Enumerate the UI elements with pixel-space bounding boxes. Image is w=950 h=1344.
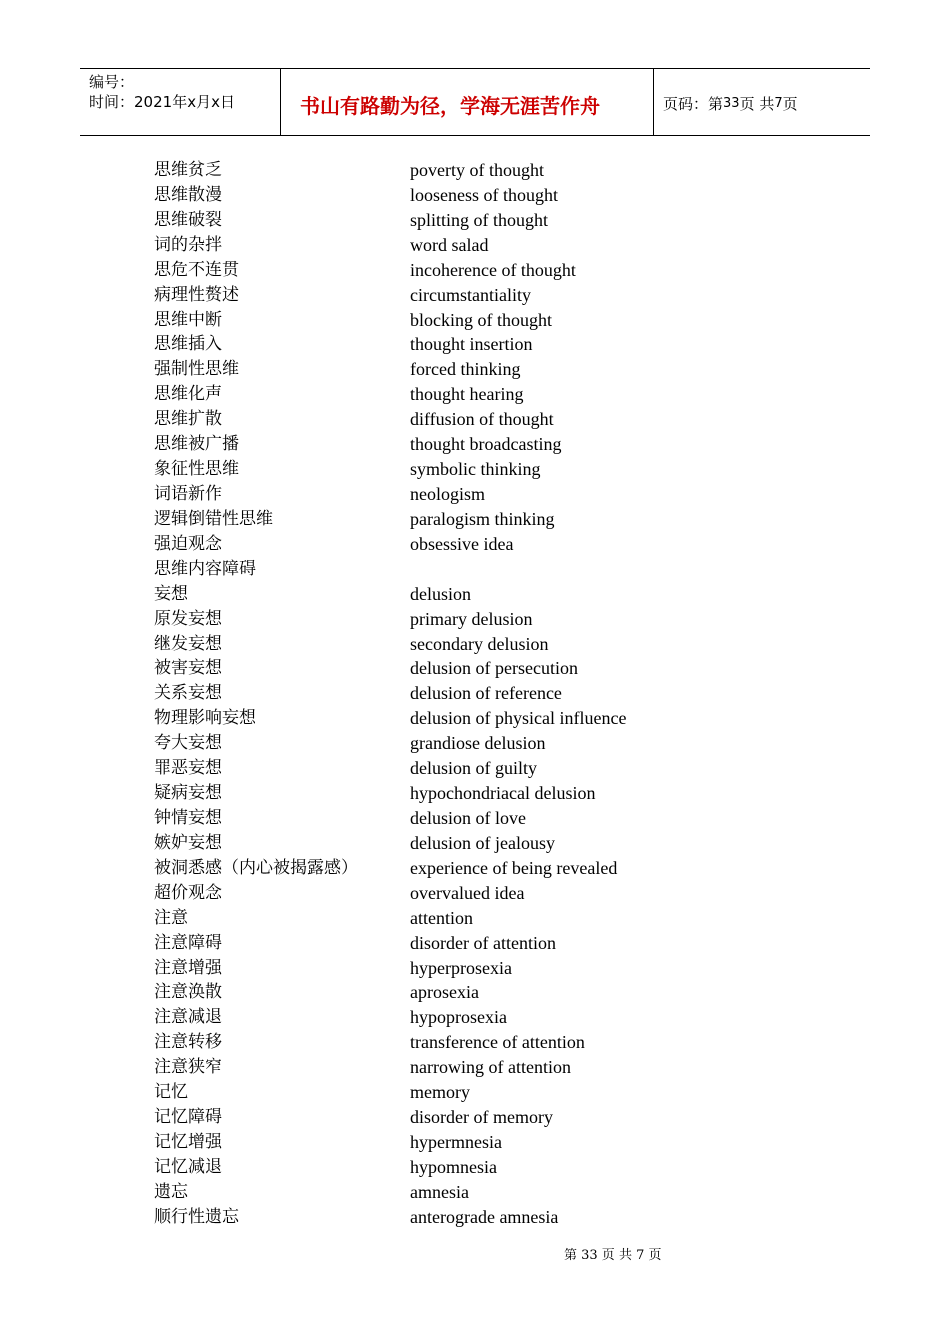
glossary-row [0, 881, 950, 906]
term-english: thought broadcasting [410, 434, 562, 455]
glossary-row [0, 980, 950, 1005]
page-mid: 页 共 [739, 94, 775, 113]
term-chinese: 嫉妒妄想 [154, 832, 222, 853]
term-english: transference of attention [410, 1032, 585, 1053]
glossary-row [0, 906, 950, 931]
term-chinese: 词的杂拌 [154, 234, 222, 255]
term-chinese: 关系妄想 [154, 683, 222, 704]
term-english: aprosexia [410, 982, 479, 1003]
term-english: experience of being revealed [410, 857, 618, 878]
term-chinese: 注意障碍 [154, 932, 222, 953]
term-chinese: 顺行性遗忘 [154, 1206, 239, 1227]
term-chinese: 注意狭窄 [154, 1057, 222, 1078]
term-chinese: 思维中断 [154, 309, 222, 330]
term-english: hypochondriacal delusion [410, 783, 596, 804]
glossary-row [0, 158, 950, 183]
term-chinese: 注意 [154, 907, 188, 928]
term-chinese: 被害妄想 [154, 658, 222, 679]
header-page-info [654, 69, 870, 135]
term-english: delusion of physical influence [410, 708, 627, 729]
glossary-row [0, 1055, 950, 1080]
term-chinese: 思维破裂 [154, 209, 222, 230]
term-chinese: 思维贫乏 [154, 160, 222, 180]
term-chinese: 记忆 [154, 1082, 188, 1103]
term-english: incoherence of thought [410, 259, 576, 280]
term-chinese: 原发妄想 [154, 608, 222, 629]
term-chinese: 强制性思维 [154, 359, 239, 380]
term-english: thought insertion [410, 334, 533, 355]
term-chinese: 思维化声 [154, 384, 222, 405]
term-chinese: 象征性思维 [154, 459, 239, 480]
term-english: delusion of guilty [410, 758, 537, 779]
glossary-row [0, 283, 950, 308]
term-english: disorder of attention [410, 932, 556, 953]
term-english: obsessive idea [410, 533, 514, 554]
page-total: 7 [774, 95, 783, 111]
term-chinese: 思维被广播 [154, 434, 239, 455]
term-english: memory [410, 1082, 470, 1103]
page-current: 33 [723, 95, 740, 111]
page-end: 页 [782, 94, 798, 113]
glossary-row [0, 1030, 950, 1055]
glossary-row [0, 457, 950, 482]
term-english: amnesia [410, 1181, 469, 1202]
serial-label: 编号： [89, 73, 135, 91]
term-english: delusion [410, 583, 471, 604]
glossary-row [0, 507, 950, 532]
term-english: hypermnesia [410, 1131, 502, 1152]
glossary-row [0, 482, 950, 507]
glossary-row [0, 756, 950, 781]
term-english: secondary delusion [410, 633, 549, 654]
term-chinese: 思维内容障碍 [154, 558, 256, 579]
term-english: overvalued idea [410, 882, 525, 903]
glossary-row [0, 1005, 950, 1030]
term-english: delusion of jealousy [410, 832, 555, 853]
term-english: delusion of persecution [410, 658, 578, 679]
term-chinese: 记忆增强 [154, 1131, 222, 1152]
term-english: hypomnesia [410, 1156, 497, 1177]
term-english: poverty of thought [410, 160, 544, 180]
term-chinese: 逻辑倒错性思维 [154, 508, 273, 529]
glossary-row [0, 632, 950, 657]
glossary-row [0, 1180, 950, 1205]
term-english: looseness of thought [410, 184, 558, 205]
term-chinese: 思维插入 [154, 334, 222, 355]
glossary-row [0, 656, 950, 681]
glossary-row [0, 956, 950, 981]
glossary-row [0, 1080, 950, 1105]
term-chinese: 记忆减退 [154, 1156, 222, 1177]
header-meta [80, 69, 281, 135]
term-chinese: 思危不连贯 [154, 259, 239, 280]
term-chinese: 注意减退 [154, 1007, 222, 1028]
glossary-row [0, 931, 950, 956]
glossary-row [0, 233, 950, 258]
term-chinese: 注意增强 [154, 957, 222, 978]
term-chinese: 注意涣散 [154, 982, 222, 1003]
glossary-row [0, 706, 950, 731]
glossary-row [0, 781, 950, 806]
term-chinese: 钟情妄想 [154, 807, 222, 828]
page-header [80, 68, 870, 136]
glossary-row [0, 856, 950, 881]
glossary-row [0, 681, 950, 706]
glossary-row [0, 806, 950, 831]
term-chinese: 物理影响妄想 [154, 708, 256, 729]
term-english: delusion of reference [410, 683, 562, 704]
term-english: narrowing of attention [410, 1057, 571, 1078]
glossary-list [0, 158, 950, 1230]
term-english: anterograde amnesia [410, 1206, 559, 1227]
term-chinese: 遗忘 [154, 1181, 188, 1202]
glossary-row [0, 432, 950, 457]
term-english: neologism [410, 483, 485, 504]
term-english: hypoprosexia [410, 1007, 507, 1028]
term-english: splitting of thought [410, 209, 549, 230]
glossary-row [0, 557, 950, 582]
term-english: grandiose delusion [410, 733, 546, 754]
glossary-row [0, 532, 950, 557]
glossary-row [0, 1155, 950, 1180]
term-english: thought hearing [410, 384, 524, 405]
time-label: 时间： [89, 93, 135, 111]
term-english: paralogism thinking [410, 508, 555, 529]
glossary-row [0, 582, 950, 607]
term-chinese: 被洞悉感（内心被揭露感） [154, 857, 358, 878]
term-chinese: 注意转移 [154, 1032, 222, 1053]
term-chinese: 超价观念 [154, 882, 222, 903]
glossary-row [0, 332, 950, 357]
term-english: hyperprosexia [410, 957, 512, 978]
glossary-row [0, 357, 950, 382]
glossary-row [0, 607, 950, 632]
glossary-row [0, 1205, 950, 1230]
term-chinese: 病理性赘述 [154, 284, 239, 305]
glossary-row [0, 407, 950, 432]
term-english: circumstantiality [410, 284, 531, 305]
term-chinese: 妄想 [154, 583, 188, 604]
glossary-row [0, 208, 950, 233]
term-chinese: 疑病妄想 [154, 783, 222, 804]
term-english: blocking of thought [410, 309, 552, 330]
term-chinese: 继发妄想 [154, 633, 222, 654]
glossary-row [0, 731, 950, 756]
glossary-row [0, 258, 950, 283]
term-english: disorder of memory [410, 1107, 553, 1128]
term-chinese: 罪恶妄想 [154, 758, 222, 779]
time-line [89, 92, 280, 112]
term-english: delusion of love [410, 807, 526, 828]
term-chinese: 思维散漫 [154, 184, 222, 205]
term-english: word salad [410, 234, 489, 255]
glossary-row [0, 382, 950, 407]
glossary-row [0, 183, 950, 208]
term-chinese: 夸大妄想 [154, 733, 222, 754]
term-english: primary delusion [410, 608, 533, 629]
page-label: 页码：第 [663, 94, 724, 113]
time-value: 2021年x月x日 [134, 93, 235, 111]
term-english: forced thinking [410, 359, 521, 380]
term-chinese: 思维扩散 [154, 409, 222, 430]
glossary-row [0, 831, 950, 856]
term-english: diffusion of thought [410, 409, 554, 430]
term-chinese: 词语新作 [154, 483, 222, 504]
page-footer: 第 33 页 共 7 页 [564, 1248, 662, 1263]
term-chinese: 记忆障碍 [154, 1107, 222, 1128]
term-english: attention [410, 907, 473, 928]
header-motto: 书山有路勤为径，学海无涯苦作舟 [281, 69, 654, 135]
term-english: symbolic thinking [410, 459, 541, 480]
glossary-row [0, 1130, 950, 1155]
glossary-row [0, 308, 950, 333]
glossary-row [0, 1105, 950, 1130]
term-chinese: 强迫观念 [154, 533, 222, 554]
